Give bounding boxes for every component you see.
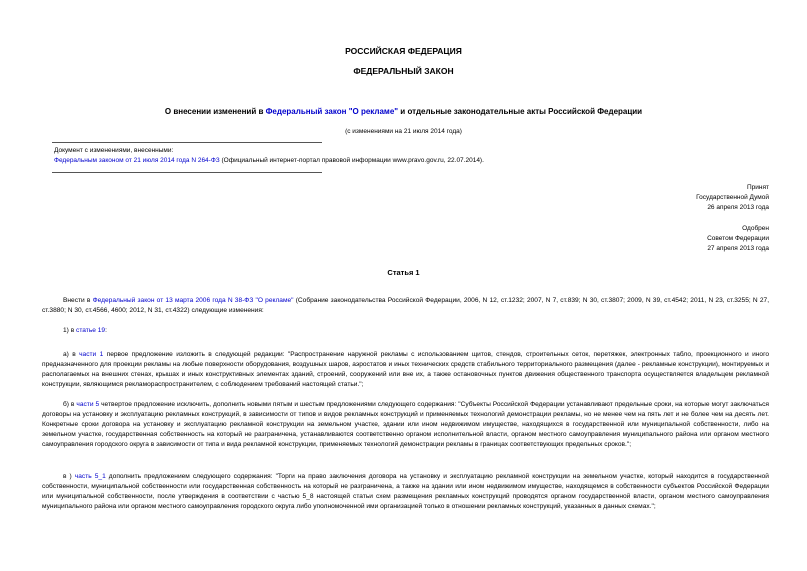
item-a-paragraph: [42, 350, 769, 390]
council-approved-label: Одобрен: [742, 225, 769, 232]
country-heading: РОССИЙСКАЯ ФЕДЕРАЦИЯ: [345, 46, 462, 56]
item-1-suffix: :: [105, 327, 107, 334]
article-19-link[interactable]: статье 19: [76, 327, 106, 334]
council-date: 27 апреля 2013 года: [707, 245, 769, 252]
item-v-prefix: в ): [63, 473, 75, 480]
council-name: Советом Федерации: [707, 235, 769, 242]
council-approval: [707, 224, 769, 254]
title-suffix: и отдельные законодательные акты Российской Федерации: [398, 107, 643, 116]
advertising-law-link[interactable]: Федеральный закон от 13 марта 2006 года N 38-ФЗ "О рекламе": [92, 297, 294, 304]
duma-adopted-label: Принят: [746, 184, 769, 191]
changes-source: (Официальный интернет-портал правовой информации www.pravo.gov.ru, 22.07.2014).: [219, 157, 484, 164]
changes-label: Документ с изменениями, внесенными:: [54, 147, 174, 154]
law-type-heading: ФЕДЕРАЛЬНЫЙ ЗАКОН: [353, 66, 454, 76]
intro-suffix: (Собрание законодательства Российской Федерации, 2006, N 12, ст.1232; 2007, N 7, ст.839; N 30, ст.3807; 2009, N 39, ст.4542; 2011, N 23, ст.3255; N 27, ст.3880; N 30, ст.4566, 4600; 2012, N 31, ст.4322) следующие изменения:: [42, 297, 770, 314]
intro-prefix: Внести в: [63, 297, 93, 304]
bottom-divider: [52, 172, 322, 173]
title-prefix: О внесении изменений в: [164, 107, 266, 116]
amending-law-link[interactable]: Федеральным законом от 21 июля 2014 года N 264-ФЗ: [54, 157, 220, 164]
item-v-paragraph: [42, 472, 769, 512]
document-subtitle: (с изменениями на 21 июля 2014 года): [345, 128, 462, 135]
item-b-text: четвертое предложение исключить, дополнить новыми пятым и шестым предложениями следующего содержания: "Субъекты Российской Федерации устанавливают предельные сроки, на которые могут заключаться договоры на установку и эксплуатацию рекламных конструкций, в зависимости от типов и видов рекламных конструкций и применяемых технологий демонстрации рекламы, но не менее чем на пять лет и не более чем на десять лет. Конкретные сроки договора на установку и эксплуатацию рекламной конструкции на земельном участке, здании или ином недвижимом имуществе, находящихся в государственной или муниципальной собственности, либо на земельном участке, государственная собственность на который не разграничена, устанавливаются соответственно органом исполнительной власти, органом местного самоуправления муниципального района или органом местного самоуправления городского округа в зависимости от типа и вида рекламной конструкции, применяемых технологий демонстрации рекламы в границах соответствующих предельных сроков.";: [42, 401, 769, 448]
part-1-link[interactable]: части 1: [79, 351, 104, 358]
top-divider: [52, 142, 322, 143]
item-1: [63, 326, 107, 336]
part-5-link[interactable]: части 5: [76, 401, 100, 408]
item-a-prefix: а) в: [63, 351, 80, 358]
item-b-prefix: б) в: [63, 401, 77, 408]
duma-adoption: [696, 183, 769, 213]
article-heading: Статья 1: [387, 268, 420, 277]
item-b-paragraph: [42, 400, 769, 450]
part-5-1-link[interactable]: часть 5_1: [74, 473, 106, 480]
item-a-text: первое предложение изложить в следующей редакции: "Распространение наружной рекламы с использованием щитов, стендов, строительных сеток, перетяжек, электронных табло, проекционного и иного предназначенного для проекции рекламы на любые поверхности оборудования, воздушных шаров, аэростатов и иных технических средств стабильного территориального размещения (далее - рекламные конструкции), монтируемых и располагаемых на внешних стенах, крышах и иных конструктивных элементах зданий, строений, сооружений или вне их, а также остановочных пунктов движения общественного транспорта осуществляется владельцем рекламной конструкции, являющимся рекламораспространителем, с соблюдением требований настоящей статьи.";: [42, 351, 769, 388]
title-law-link[interactable]: Федеральный закон "О рекламе": [265, 107, 399, 116]
changes-line: [54, 156, 754, 166]
item-v-text: дополнить предложением следующего содержания: "Торги на право заключения договора на установку и эксплуатацию рекламной конструкции на земельном участке, который находится в государственной собственности, муниципальной собственности или государственная собственность на который не разграничена, а также на здании или ином недвижимом имуществе, находящемся в собственности субъектов Российской Федерации или муниципальной собственности, после утверждения в соответствии с частью 5_8 настоящей статьи схем размещения рекламных конструкций проводятся органом государственной власти, органом местного самоуправления муниципального района или органом местного самоуправления городского округа либо уполномоченной ими организацией только в отношении рекламных конструкций, указанных в данных схемах.";: [42, 473, 769, 510]
document-title: [0, 107, 807, 116]
item-1-prefix: 1) в: [63, 327, 77, 334]
intro-paragraph: [42, 296, 769, 316]
changes-block: [54, 146, 754, 166]
duma-name: Государственной Думой: [696, 194, 769, 201]
duma-date: 26 апреля 2013 года: [707, 204, 769, 211]
